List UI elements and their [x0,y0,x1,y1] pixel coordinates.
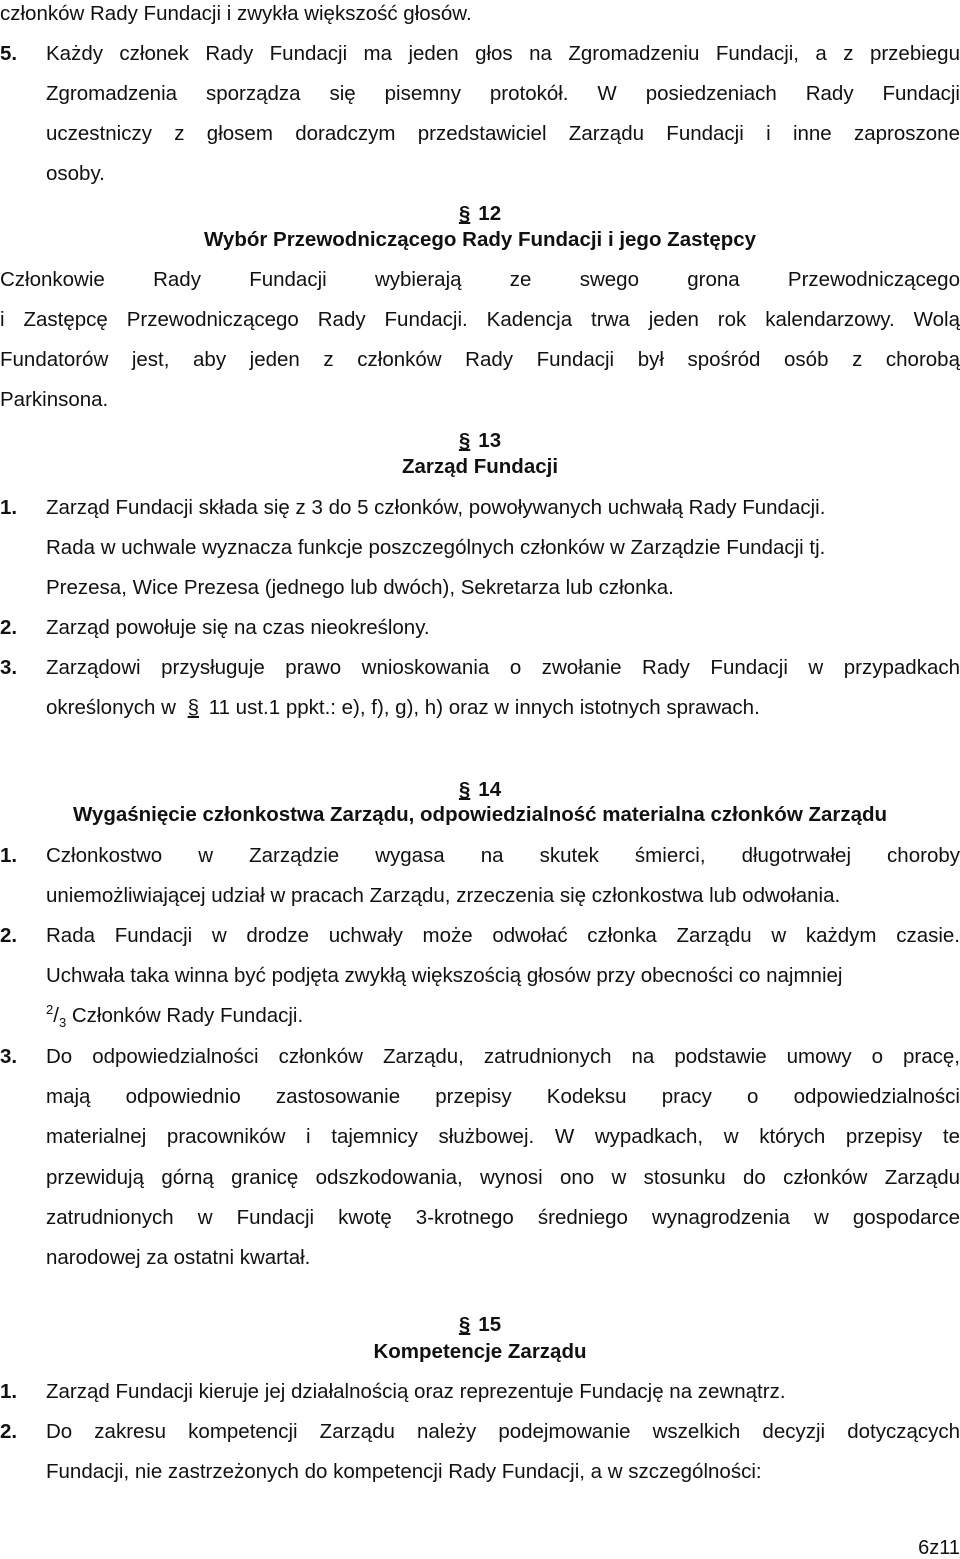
fraction-separator: / [53,1004,59,1027]
section-title: Wybór Przewodniczącego Rady Fundacji i jego Zastępcy [203,228,757,251]
item-number: 2. [0,616,18,639]
text-line: materialnej pracowników i tajemnicy służbowej. W wypadkach, w których przepisy te [46,1125,960,1148]
section-number [0,1313,960,1337]
text-line: uniemożliwiającej udział w pracach Zarządu, zrzeczenia się członkostwa lub odwołania. [46,884,841,907]
text-line: Każdy członek Rady Fundacji ma jeden głos na Zgromadzeniu Fundacji, a z przebiegu [46,42,960,65]
text-line: osoby. [46,162,105,185]
section-number [0,778,960,802]
text-line: Rada w uchwale wyznacza funkcje poszczególnych członków w Zarządzie Fundacji tj. [46,536,826,559]
fraction-denominator: 3 [58,1015,67,1031]
item-number: 3. [0,656,18,679]
text-line: Fundacji, nie zastrzeżonych do kompetencji Rady Fundacji, a w szczególności: [46,1460,762,1483]
text-line: Do zakresu kompetencji Zarządu należy podejmowanie wszelkich decyzji dotyczących [46,1420,960,1443]
fraction-two-thirds [46,1002,67,1031]
text-line: i Zastępcę Przewodniczącego Rady Fundacji. Kadencja trwa jeden rok kalendarzowy. Wolą [0,308,960,331]
paragraph-mark: § [458,429,471,452]
text-line: uczestniczy z głosem doradczym przedstawiciel Zarządu Fundacji i inne zaproszone [46,122,960,145]
text-fragment: 11 ust.1 ppkt.: e), f), g), h) oraz w innych istotnych sprawach. [208,696,760,719]
text-line: Zarząd Fundacji kieruje jej działalnością oraz reprezentuje Fundację na zewnątrz. [46,1380,786,1403]
text-line: Zarządowi przysługuje prawo wnioskowania o zwołanie Rady Fundacji w przypadkach [46,656,960,679]
section-title: Zarząd Fundacji [401,455,559,478]
text-line: Zarząd powołuje się na czas nieokreślony. [46,616,430,639]
section-title: Kompetencje Zarządu [373,1340,587,1363]
text-line: członków Rady Fundacji i zwykła większość głosów. [0,2,472,25]
text-line [46,1002,304,1031]
section-number-value: 13 [478,429,502,452]
section-number [0,429,960,453]
text-fragment: określonych w [46,696,176,719]
item-number: 2. [0,1420,18,1443]
text-line: Zarząd Fundacji składa się z 3 do 5 członków, powoływanych uchwałą Rady Fundacji. [46,496,826,519]
text-line: Prezesa, Wice Prezesa (jednego lub dwóch), Sekretarza lub członka. [46,576,674,599]
text-line: Członkowie Rady Fundacji wybierają ze swego grona Przewodniczącego [0,268,960,291]
text-line: Zgromadzenia sporządza się pisemny protokół. W posiedzeniach Rady Fundacji [46,82,960,105]
text-line: przewidują górną granicę odszkodowania, wynosi ono w stosunku do członków Zarządu [46,1166,960,1189]
text-line: Uchwała taka winna być podjęta zwykłą większością głosów przy obecności co najmniej [46,964,843,987]
item-number: 3. [0,1045,18,1068]
text-line: Parkinsona. [0,388,109,411]
section-number-value: 15 [478,1313,502,1336]
text-fragment: Członków Rady Fundacji. [71,1004,304,1027]
section-number [0,202,960,226]
text-line: Do odpowiedzialności członków Zarządu, zatrudnionych na podstawie umowy o pracę, [46,1045,960,1068]
fraction-numerator: 2 [46,1002,54,1018]
paragraph-mark: § [458,778,471,801]
text-line: narodowej za ostatni kwartał. [46,1246,311,1269]
section-number-value: 14 [478,778,502,801]
paragraph-mark: § [458,202,471,225]
section-number-value: 12 [478,202,502,225]
paragraph-mark: § [187,696,199,719]
item-number: 2. [0,924,18,947]
item-number: 1. [0,1380,18,1403]
item-number: 1. [0,844,18,867]
text-line: mają odpowiednio zastosowanie przepisy Kodeksu pracy o odpowiedzialności [46,1085,960,1108]
item-number: 1. [0,496,18,519]
item-number: 5. [0,42,18,65]
text-line [46,696,760,720]
text-line: Rada Fundacji w drodze uchwały może odwołać członka Zarządu w każdym czasie. [46,924,960,947]
section-title: Wygaśnięcie członkostwa Zarządu, odpowiedzialność materialna członków Zarządu [72,803,888,826]
text-line: zatrudnionych w Fundacji kwotę 3-krotnego średniego wynagrodzenia w gospodarce [46,1206,960,1229]
paragraph-mark: § [458,1313,471,1336]
text-line: Członkostwo w Zarządzie wygasa na skutek śmierci, długotrwałej choroby [46,844,960,867]
text-line: Fundatorów jest, aby jeden z członków Rady Fundacji był spośród osób z chorobą [0,348,960,371]
page-number: 6z11 [918,1537,960,1559]
